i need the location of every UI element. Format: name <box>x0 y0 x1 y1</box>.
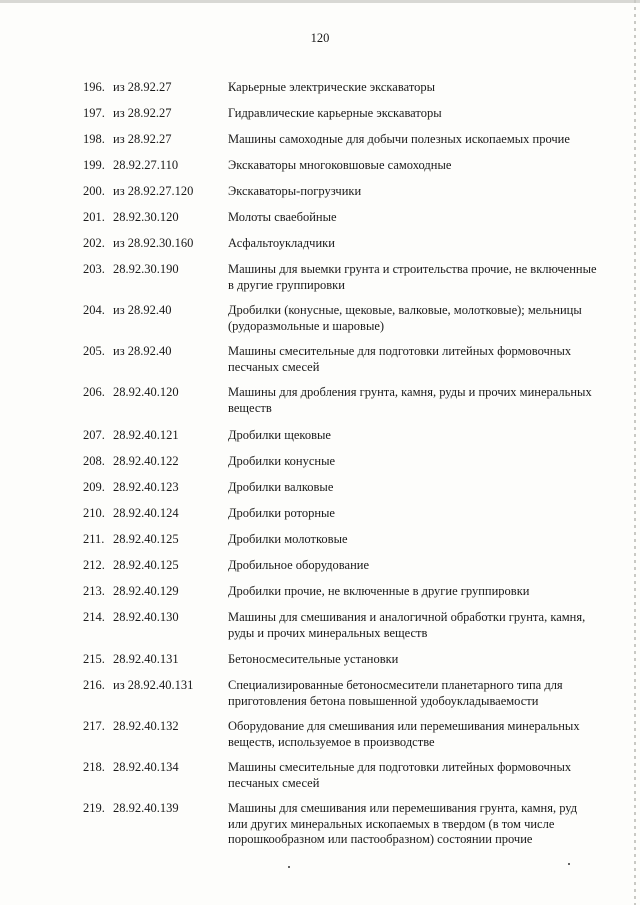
item-code: из 28.92.27.120 <box>113 184 194 198</box>
scan-speck <box>568 863 570 865</box>
item-code: 28.92.30.190 <box>113 262 179 276</box>
item-description: Дробилки конусные <box>228 454 336 468</box>
item-code: 28.92.40.121 <box>113 428 179 442</box>
item-number: 213. <box>83 584 105 598</box>
item-description: Дробилки (конусные, щековые, валковые, молотковые); мельницы (рудоразмольные и шаровые) <box>228 303 582 333</box>
item-description: Бетоносмесительные установки <box>228 652 399 666</box>
item-code: 28.92.40.129 <box>113 584 179 598</box>
item-number: 218. <box>83 760 105 774</box>
item-description: Специализированные бетоносмесители планетарного типа для приготовления бетона повышенной удобоукладываемости <box>228 678 563 708</box>
item-number: 214. <box>83 610 105 624</box>
item-number: 215. <box>83 652 105 666</box>
item-code: 28.92.40.134 <box>113 760 179 774</box>
item-description: Экскаваторы-погрузчики <box>228 184 362 198</box>
item-description: Дробилки молотковые <box>228 532 348 546</box>
item-description: Оборудование для смешивания или перемешивания минеральных веществ, используемое в производстве <box>228 719 580 749</box>
item-code: 28.92.40.125 <box>113 558 179 572</box>
item-code: 28.92.40.139 <box>113 801 179 815</box>
item-code: из 28.92.40.131 <box>113 678 194 692</box>
item-code: 28.92.40.122 <box>113 454 179 468</box>
item-number: 196. <box>83 80 105 94</box>
item-number: 205. <box>83 344 105 358</box>
item-description: Молоты сваебойные <box>228 210 337 224</box>
scan-speck <box>288 866 290 868</box>
item-code: из 28.92.27 <box>113 80 172 94</box>
item-description: Дробилки роторные <box>228 506 335 520</box>
item-code: 28.92.40.124 <box>113 506 179 520</box>
item-description: Дробилки валковые <box>228 480 334 494</box>
item-number: 201. <box>83 210 105 224</box>
item-code: 28.92.40.125 <box>113 532 179 546</box>
item-code: 28.92.30.120 <box>113 210 179 224</box>
item-description: Машины смесительные для подготовки литейных формовочных песчаных смесей <box>228 760 572 790</box>
item-description: Дробилки прочие, не включенные в другие группировки <box>228 584 530 598</box>
item-code: 28.92.40.123 <box>113 480 179 494</box>
item-description: Машины для смешивания или перемешивания грунта, камня, руд или других минеральных ископаемых в твердом (в том числе порошкообразном или пастообразном) состоянии прочие <box>228 801 578 846</box>
item-number: 217. <box>83 719 105 733</box>
item-number: 211. <box>83 532 105 546</box>
item-description: Карьерные электрические экскаваторы <box>228 80 436 94</box>
item-number: 207. <box>83 428 105 442</box>
item-description: Экскаваторы многоковшовые самоходные <box>228 158 452 172</box>
item-code: 28.92.40.120 <box>113 385 179 399</box>
item-code: из 28.92.30.160 <box>113 236 194 250</box>
item-number: 219. <box>83 801 105 815</box>
item-description: Машины для дробления грунта, камня, руды и прочих минеральных веществ <box>228 385 592 415</box>
item-description: Асфальтоукладчики <box>228 236 335 250</box>
item-number: 209. <box>83 480 105 494</box>
item-code: из 28.92.40 <box>113 303 172 317</box>
item-number: 198. <box>83 132 105 146</box>
item-code: 28.92.27.110 <box>113 158 179 172</box>
item-number: 216. <box>83 678 105 692</box>
item-code: 28.92.40.131 <box>113 652 179 666</box>
item-description: Машины для выемки грунта и строительства прочие, не включенные в другие группировки <box>228 262 597 292</box>
item-number: 208. <box>83 454 105 468</box>
item-code: из 28.92.27 <box>113 132 172 146</box>
item-description: Дробильное оборудование <box>228 558 370 572</box>
item-code: 28.92.40.130 <box>113 610 179 624</box>
item-description: Дробилки щековые <box>228 428 331 442</box>
item-number: 204. <box>83 303 105 317</box>
item-number: 202. <box>83 236 105 250</box>
item-description: Машины самоходные для добычи полезных ископаемых прочие <box>228 132 570 146</box>
item-number: 212. <box>83 558 105 572</box>
item-number: 203. <box>83 262 105 276</box>
item-code: из 28.92.40 <box>113 344 172 358</box>
item-description: Гидравлические карьерные экскаваторы <box>228 106 442 120</box>
page-number: 120 <box>310 31 330 45</box>
item-number: 206. <box>83 385 105 399</box>
item-description: Машины для смешивания и аналогичной обработки грунта, камня, руды и прочих минеральных веществ <box>228 610 586 640</box>
item-number: 199. <box>83 158 105 172</box>
item-number: 197. <box>83 106 105 120</box>
item-code: 28.92.40.132 <box>113 719 179 733</box>
item-code: из 28.92.27 <box>113 106 172 120</box>
item-number: 200. <box>83 184 105 198</box>
item-number: 210. <box>83 506 105 520</box>
item-description: Машины смесительные для подготовки литейных формовочных песчаных смесей <box>228 344 572 374</box>
